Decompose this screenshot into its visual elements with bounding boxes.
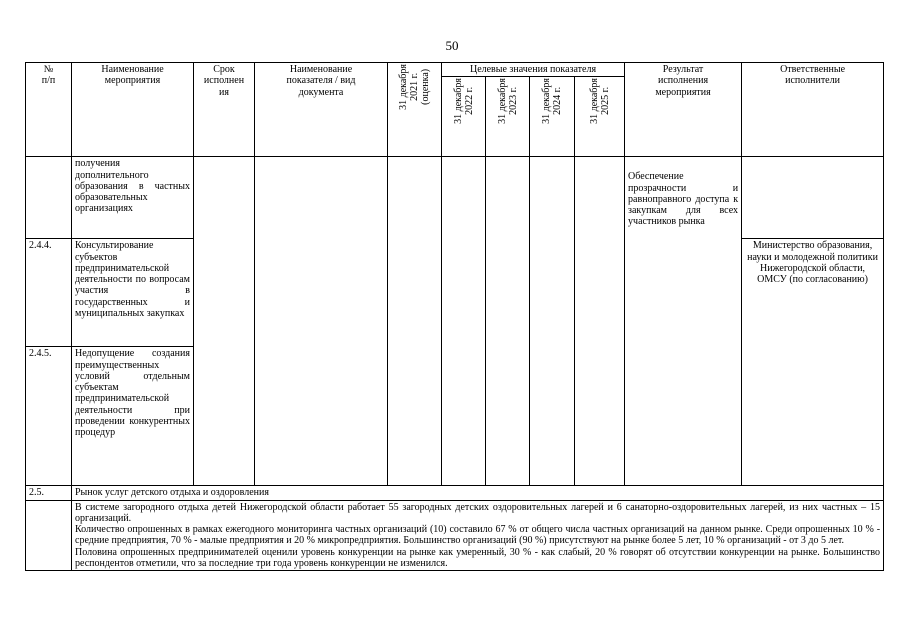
table-header-row	[26, 63, 884, 77]
base-cell	[388, 157, 442, 486]
y2025-cell	[575, 157, 625, 486]
col-header-event: Наименование мероприятия	[72, 63, 194, 157]
description-paragraph: Количество опрошенных в рамках ежегодного мониторинга частных организаций (10) составило 67 % от общего числа частных организаций на данном рынке. Среди опрошенных 10 % - средние предприятия, 70 % - малые предприятия и 20 % микропредприятия. Большинство организаций (90 %) присутствуют на рынке более 5 лет, 10 % организаций - от 3 до 5 лет.	[75, 524, 881, 547]
description-paragraph: В системе загородного отдыха детей Нижегородской области работает 55 загородных детских оздоровительных лагерей и 6 санаторно-оздоровительных лагерей, из них частных – 15 организаций.	[75, 501, 881, 524]
row-event-cell: Недопущение создания преимущественных условий отдельным субъектам предпринимательской деятельности при проведении конкурентных процедур	[72, 347, 194, 486]
row-num-cell	[26, 500, 72, 571]
section-row	[26, 486, 884, 500]
row-num-cell	[26, 157, 72, 239]
col-header-term: Срок исполнен ия	[194, 63, 255, 157]
col-header-2024	[530, 77, 575, 157]
row-num-cell: 2.4.5.	[26, 347, 72, 486]
section-title-cell: Рынок услуг детского отдыха и оздоровления	[72, 486, 884, 500]
year-2024-label: 31 декабря 2024 г.	[541, 78, 563, 125]
col-header-base-year	[388, 63, 442, 157]
responsible-cell	[742, 157, 884, 239]
section-description-cell	[72, 500, 884, 571]
col-header-2022	[442, 77, 486, 157]
col-header-result: Результат исполнения мероприятия	[625, 63, 742, 157]
section-num-cell: 2.5.	[26, 486, 72, 500]
base-year-label: 31 декабря 2021 г. (оценка)	[398, 64, 431, 110]
col-header-2023	[486, 77, 530, 157]
description-paragraph: Половина опрошенных предпринимателей оценили уровень конкуренции на рынке как умеренный, 30 % - как слабый, 20 % говорят об отсутствии конкуренции на рынке. Большинство респондентов отметили, что за последние три года уровень конкуренции не изменился.	[75, 546, 881, 570]
y2024-cell	[530, 157, 575, 486]
col-header-2025	[575, 77, 625, 157]
col-header-num: № п/п	[26, 63, 72, 157]
measures-table	[25, 62, 884, 571]
y2023-cell	[486, 157, 530, 486]
result-cell: Обеспечение прозрачности и равноправного доступа к закупкам для всех участников рынка	[625, 157, 742, 486]
term-cell	[194, 157, 255, 486]
row-event-cell: получения дополнительного образования в частных образовательных организациях	[72, 157, 194, 239]
section-description-row	[26, 500, 884, 571]
year-2025-label: 31 декабря 2025 г.	[588, 78, 611, 125]
page-number: 50	[445, 38, 459, 53]
col-header-targets: Целевые значения показателя	[442, 63, 625, 77]
indicator-cell	[255, 157, 388, 486]
col-header-responsible: Ответственные исполнители	[742, 63, 884, 157]
row-event-cell: Консультирование субъектов предпринимательской деятельности по вопросам участия в государственных и муниципальных закупках	[72, 239, 194, 347]
y2022-cell	[442, 157, 486, 486]
col-header-indicator: Наименование показателя / вид документа	[255, 63, 388, 157]
year-2022-label: 31 декабря 2022 г.	[452, 78, 475, 125]
table-row	[26, 157, 884, 239]
responsible-cell: Министерство образования, науки и молодежной политики Нижегородской области, ОМСУ (по согласованию)	[742, 239, 884, 486]
row-num-cell: 2.4.4.	[26, 239, 72, 347]
year-2023-label: 31 декабря 2023 г.	[496, 78, 519, 125]
